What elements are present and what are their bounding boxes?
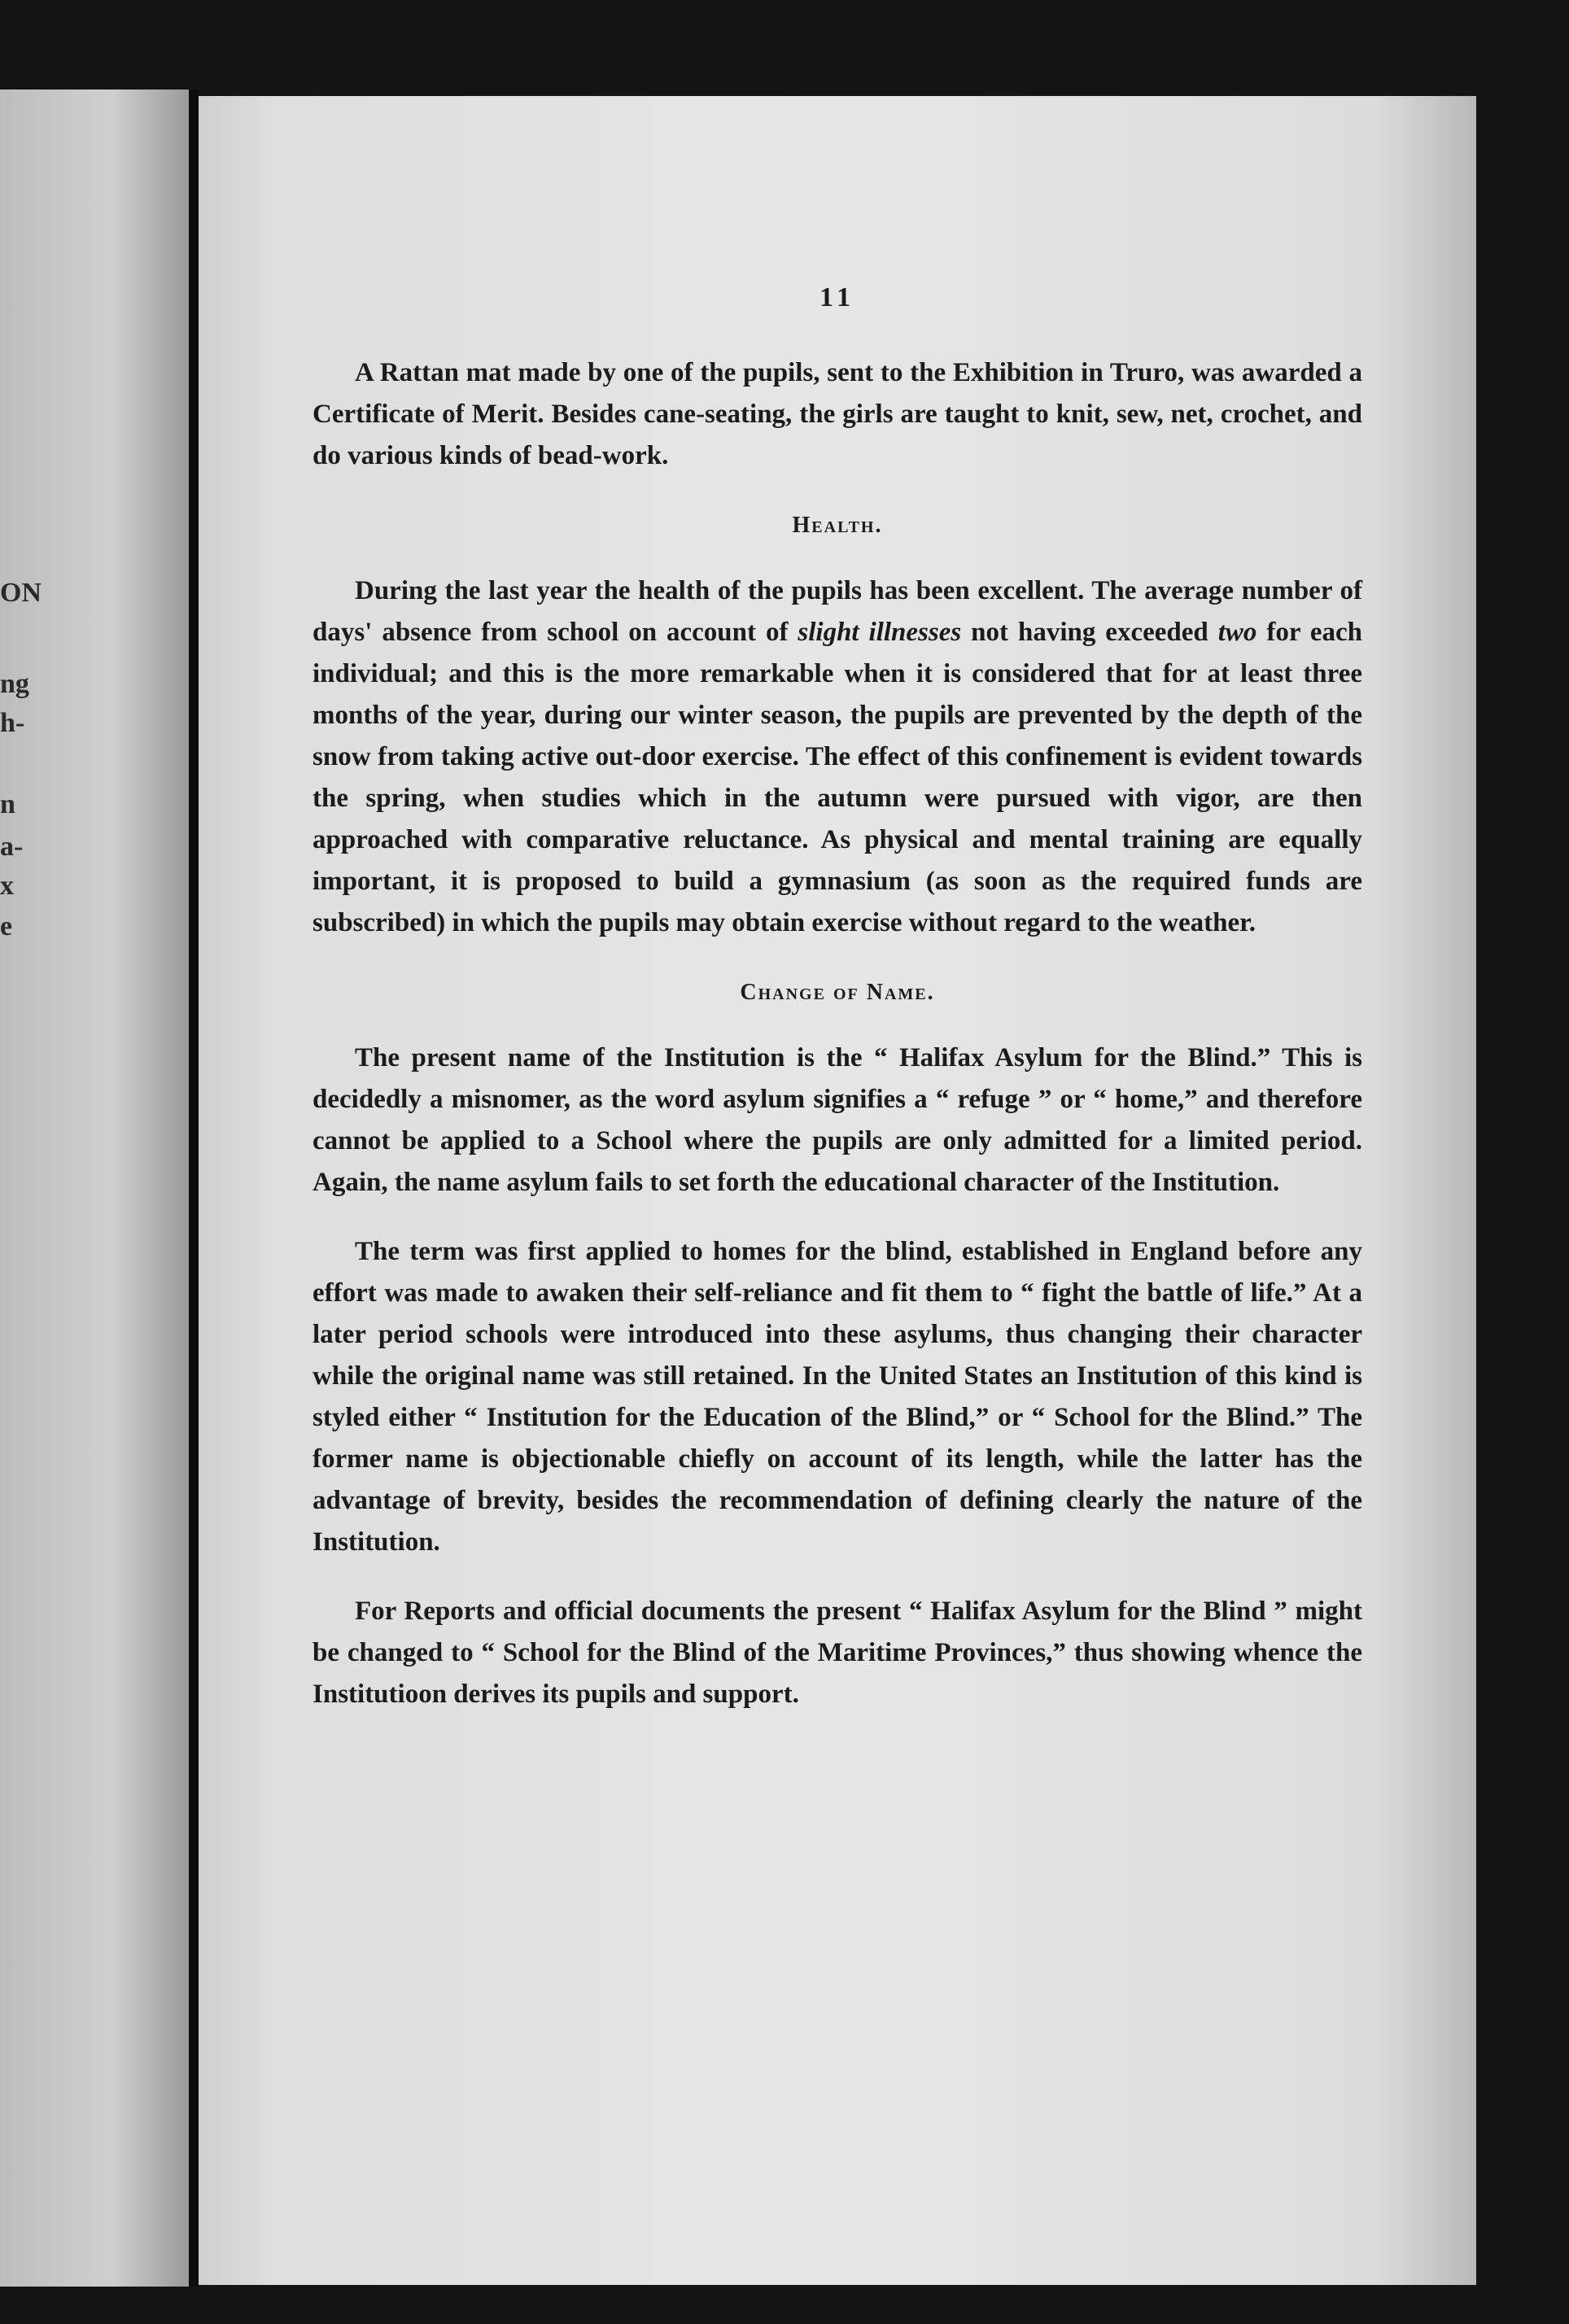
intro-paragraph: A Rattan mat made by one of the pupils, sent to the Exhibition in Truro, was awarded a Certificate of Merit. Besides cane-seating, the girls are taught to knit, sew, net, crochet, and do various kinds of bead-work. <box>312 358 1362 470</box>
text-run: not having exceeded <box>961 618 1218 647</box>
italic-text: slight illnesses <box>798 618 962 647</box>
italic-text: two <box>1217 618 1257 647</box>
change-of-name-paragraph: The present name of the Institution is the “ Halifax Asylum for the Blind.” This is decidedly a misnomer, as the word asylum signifies a “ refuge ” or “ home,” and therefore cannot be applied to a School where the pupils are only admitted for a limited period. Again, the name asylum fails to set forth the educational character of the Institution. <box>312 1043 1362 1197</box>
section-heading-change-of-name: Change of Name. <box>740 980 935 1005</box>
page-content <box>312 277 1362 1743</box>
change-of-name-paragraph: For Reports and official documents the present “ Halifax Asylum for the Blind ” might be changed to “ School for the Blind of the Maritime Provinces,” thus showing whence the Institutioon derives its pupils and support. <box>312 1597 1362 1709</box>
previous-page-fragment: a- <box>0 832 24 862</box>
book-page <box>199 96 1476 2285</box>
book-gutter <box>189 90 199 2287</box>
previous-page-fragment: ON <box>0 578 42 608</box>
previous-page-fragment: n <box>0 789 15 819</box>
previous-page-fragment: e <box>0 911 13 941</box>
previous-page-fragment: ng <box>0 669 29 699</box>
text-run: for each individual; and this is the more remarkable when it is considered that for at least three months of the year, during our winter season, the pupils are prevented by the depth of the snow from taking active out-door exercise. The effect of this confinement is evident towards the spring, when studies which in the autumn were pursued with vigor, are then approached with comparative reluctance. As physical and mental training are equally important, it is proposed to build a gymnasium (as soon as the required funds are subscribed) in which the pupils may obtain exercise without regard to the weather. <box>312 618 1362 937</box>
section-heading-health: Health. <box>792 513 883 538</box>
page-number: 11 <box>819 282 856 312</box>
text-run: During the last year the health of the pupils has been excellent. The average number of days' absence from school on account of <box>312 576 1362 647</box>
previous-page-fragment: x <box>0 871 14 901</box>
previous-page-edge <box>0 90 189 2287</box>
health-paragraph <box>312 570 1362 944</box>
change-of-name-paragraph: The term was first applied to homes for the blind, established in England before any effort was made to awaken their self-reliance and fit them to “ fight the battle of life.” At a later period schools were introduced into these asylums, thus changing their character while the original name was still retained. In the United States an Institution of this kind is styled either “ Institution for the Education of the Blind,” or “ School for the Blind.” The former name is objectionable chiefly on account of its length, while the latter has the advantage of brevity, besides the recommendation of defining clearly the nature of the Institution. <box>312 1237 1362 1557</box>
previous-page-fragment: h- <box>0 708 25 738</box>
